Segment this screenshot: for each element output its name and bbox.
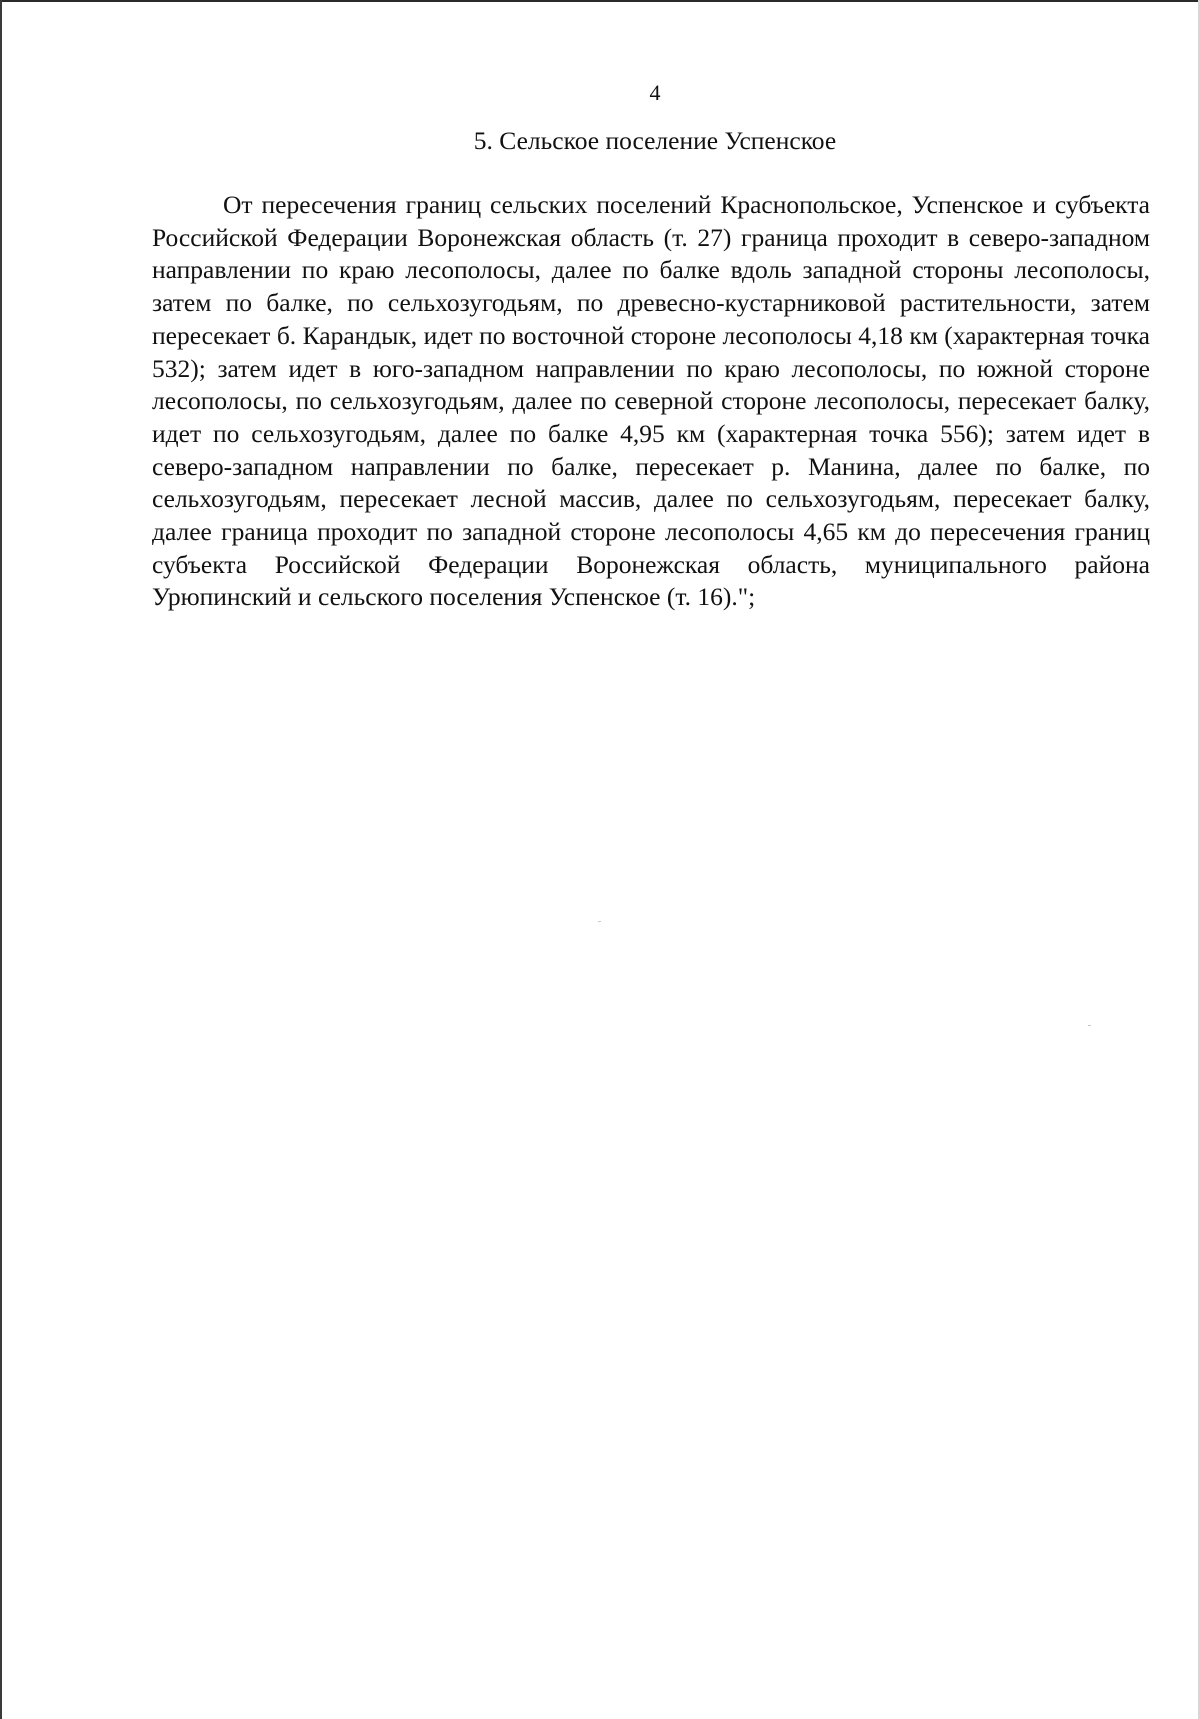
scan-edge-top: [0, 0, 1200, 2]
scan-speck: [598, 921, 601, 922]
section-heading: 5. Сельское поселение Успенское: [473, 126, 837, 155]
scan-speck: [1088, 1025, 1091, 1026]
body-paragraph: От пересечения границ сельских поселений Краснопольское, Успенское и субъекта Российской Федерации Воронежская область (т. 27) граница проходит в северо-западном направлении по краю лесополосы, далее по балке вдоль западной стороны лесополосы, затем по балке, по сельхозугодьям, по древесно-кустарниковой растительности, затем пересекает б. Карандык, идет по восточной стороне лесополосы 4,18 км (характерная точка 532); затем идет в юго-западном направлении по краю лесополосы, по южной стороне лесополосы, по сельхозугодьям, далее по северной стороне лесополосы, пересекает балку, идет по сельхозугодьям, далее по балке 4,95 км (характерная точка 556); затем идет в северо-западном направлении по балке, пересекает р. Манина, далее по балке, по сельхозугодьям, пересекает лесной массив, далее по сельхозугодьям, пересекает балку, далее граница проходит по западной стороне лесополосы 4,65 км до пересечения границ субъекта Российской Федерации Воронежская область, муниципального района Урюпинский и сельского поселения Успенское (т. 16).";: [152, 190, 1150, 612]
page-number: 4: [649, 80, 661, 105]
scan-edge-left: [0, 0, 2, 1719]
